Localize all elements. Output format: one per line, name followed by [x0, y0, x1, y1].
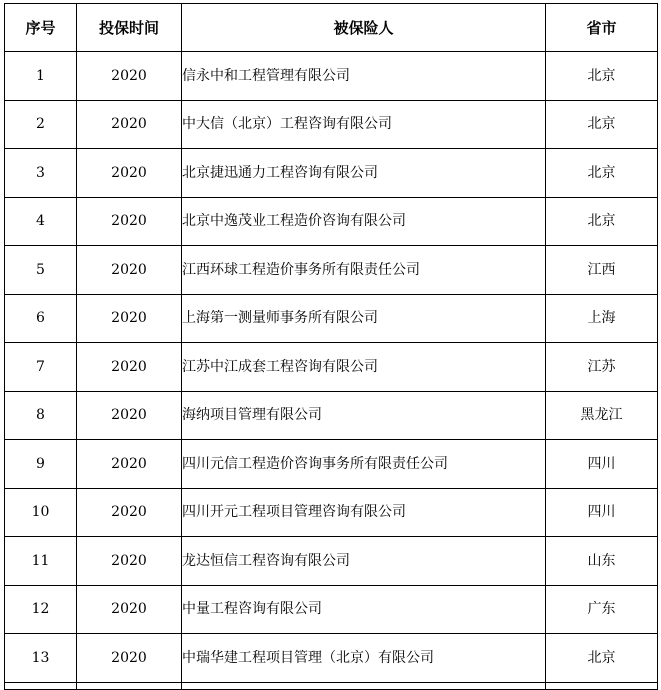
cell-insured: 北京捷迅通力工程咨询有限公司 — [182, 149, 546, 198]
cell-province: 江苏 — [546, 343, 658, 392]
header-insured: 被保险人 — [182, 4, 546, 52]
table-row — [5, 391, 658, 440]
cell-year: 2020 — [77, 149, 182, 198]
cell-insured: 信永中和工程管理有限公司 — [182, 52, 546, 101]
cell-year: 2020 — [77, 585, 182, 634]
cell-province: 北京 — [546, 634, 658, 683]
table-row — [5, 488, 658, 537]
cell-province: 北京 — [546, 100, 658, 149]
cell-province: 山东 — [546, 537, 658, 586]
cell-insured: 上海第一测量师事务所有限公司 — [182, 294, 546, 343]
cell-province: 黑龙江 — [546, 391, 658, 440]
cell-insured: 中大信（北京）工程咨询有限公司 — [182, 100, 546, 149]
cell-index: 8 — [5, 391, 77, 440]
cell-insured: 四川开元工程项目管理咨询有限公司 — [182, 488, 546, 537]
cell-year: 2020 — [77, 100, 182, 149]
header-province: 省市 — [546, 4, 658, 52]
cell-year: 2020 — [77, 197, 182, 246]
cell-province: 上海 — [546, 294, 658, 343]
table-row — [5, 343, 658, 392]
cell-year: 2020 — [77, 488, 182, 537]
cell-index: 9 — [5, 440, 77, 489]
cell-province: 广东 — [546, 585, 658, 634]
cell-year: 2020 — [77, 294, 182, 343]
cell-year: 2020 — [77, 440, 182, 489]
cell-index: 10 — [5, 488, 77, 537]
header-year: 投保时间 — [77, 4, 182, 52]
cell-index: 13 — [5, 634, 77, 683]
table-row — [5, 440, 658, 489]
table-row — [5, 585, 658, 634]
cell-index: 1 — [5, 52, 77, 101]
table-row — [5, 100, 658, 149]
cell-year: 2020 — [77, 634, 182, 683]
cell-index: 4 — [5, 197, 77, 246]
cell-insured: 江苏中江成套工程咨询有限公司 — [182, 343, 546, 392]
cell-province: 四川 — [546, 440, 658, 489]
cell-year: 2020 — [77, 246, 182, 295]
table-row — [5, 52, 658, 101]
cell-insured: 龙达恒信工程咨询有限公司 — [182, 537, 546, 586]
cell-insured: 北京中逸茂业工程造价咨询有限公司 — [182, 197, 546, 246]
cell-index: 3 — [5, 149, 77, 198]
cell-insured: 海纳项目管理有限公司 — [182, 391, 546, 440]
table-row — [5, 246, 658, 295]
table-header-row — [5, 4, 658, 52]
cell-year: 2020 — [77, 537, 182, 586]
table-row — [5, 149, 658, 198]
cell-province: 江西 — [546, 246, 658, 295]
cell-index: 11 — [5, 537, 77, 586]
cell-province: 北京 — [546, 149, 658, 198]
cell-index: 2 — [5, 100, 77, 149]
insured-table — [4, 3, 658, 690]
table-row — [5, 634, 658, 683]
cell-index: 5 — [5, 246, 77, 295]
cell-province: 四川 — [546, 488, 658, 537]
table-row — [5, 197, 658, 246]
cell-year: 2020 — [77, 52, 182, 101]
header-index: 序号 — [5, 4, 77, 52]
cell-index: 7 — [5, 343, 77, 392]
cell-index: 12 — [5, 585, 77, 634]
cell-province: 北京 — [546, 52, 658, 101]
table-row — [5, 294, 658, 343]
cell-year: 2020 — [77, 343, 182, 392]
cell-insured: 中瑞华建工程项目管理（北京）有限公司 — [182, 634, 546, 683]
table-row — [5, 537, 658, 586]
cell-index: 6 — [5, 294, 77, 343]
cell-province: 北京 — [546, 197, 658, 246]
cell-insured: 中量工程咨询有限公司 — [182, 585, 546, 634]
cell-insured: 江西环球工程造价事务所有限责任公司 — [182, 246, 546, 295]
cell-year: 2020 — [77, 391, 182, 440]
cell-insured: 四川元信工程造价咨询事务所有限责任公司 — [182, 440, 546, 489]
